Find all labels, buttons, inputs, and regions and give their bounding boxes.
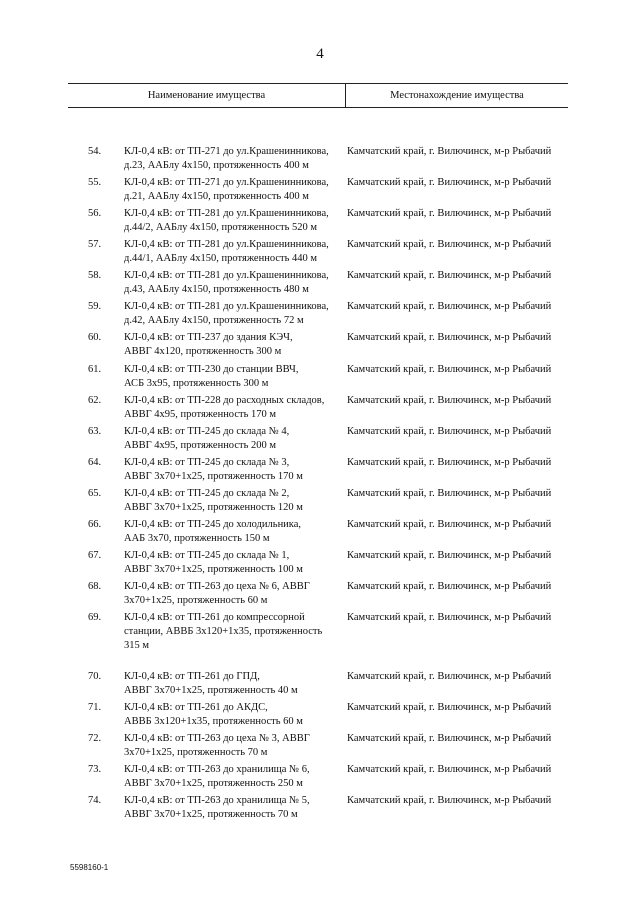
property-name-line: 3х70+1х25, протяженность 70 м [124, 747, 268, 758]
row-number: 54. [88, 146, 102, 157]
property-name-line: АВВГ 3х70+1х25, протяженность 170 м [124, 471, 303, 482]
property-name-line: КЛ-0,4 кВ: от ТП-263 до хранилища № 6, [124, 764, 310, 775]
property-name-line: КЛ-0,4 кВ: от ТП-263 до цеха № 6, АВВГ [124, 581, 310, 592]
property-name [124, 363, 349, 391]
property-name-line: АВВГ 3х70+1х25, протяженность 40 м [124, 685, 298, 696]
property-name-line: д.44/2, ААБлу 4х150, протяженность 520 м [124, 222, 318, 233]
document-code: 5598160-1 [70, 863, 109, 872]
row-number: 67. [88, 550, 102, 561]
property-name-line: 3х70+1х25, протяженность 60 м [124, 595, 268, 606]
property-location: Камчатский край, г. Вилючинск, м-р Рыбачий [347, 364, 552, 375]
row-number: 64. [88, 457, 102, 468]
property-location: Камчатский край, г. Вилючинск, м-р Рыбачий [347, 208, 552, 219]
property-name [124, 487, 349, 515]
property-name-line: КЛ-0,4 кВ: от ТП-261 до компрессорной [124, 612, 305, 623]
property-name-line: станции, АВВБ 3х120+1х35, протяженность [124, 626, 323, 637]
property-location: Камчатский край, г. Вилючинск, м-р Рыбачий [347, 519, 552, 530]
property-location: Камчатский край, г. Вилючинск, м-р Рыбачий [347, 457, 552, 468]
row-number: 70. [88, 671, 102, 682]
property-name-line: 315 м [124, 640, 150, 651]
property-name [124, 518, 349, 546]
property-name-line: КЛ-0,4 кВ: от ТП-245 до холодильника, [124, 519, 302, 530]
property-location: Камчатский край, г. Вилючинск, м-р Рыбачий [347, 612, 552, 623]
property-name-line: КЛ-0,4 кВ: от ТП-261 до ГПД, [124, 671, 260, 682]
property-name [124, 176, 349, 204]
property-name-line: КЛ-0,4 кВ: от ТП-237 до здания КЭЧ, [124, 332, 293, 343]
property-location: Камчатский край, г. Вилючинск, м-р Рыбачий [347, 395, 552, 406]
property-location: Камчатский край, г. Вилючинск, м-р Рыбачий [347, 146, 552, 157]
header-property-name: Наименование имущества [68, 84, 346, 107]
property-name [124, 331, 349, 359]
property-name-line: АВВГ 3х70+1х25, протяженность 100 м [124, 564, 303, 575]
property-location: Камчатский край, г. Вилючинск, м-р Рыбачий [347, 702, 552, 713]
row-number: 74. [88, 795, 102, 806]
property-name-line: АВВГ 4х95, протяженность 170 м [124, 409, 277, 420]
row-number: 60. [88, 332, 102, 343]
row-number: 63. [88, 426, 102, 437]
row-number: 69. [88, 612, 102, 623]
property-location: Камчатский край, г. Вилючинск, м-р Рыбачий [347, 764, 552, 775]
property-name-line: КЛ-0,4 кВ: от ТП-245 до склада № 2, [124, 488, 290, 499]
property-location: Камчатский край, г. Вилючинск, м-р Рыбачий [347, 795, 552, 806]
property-name [124, 269, 349, 297]
row-number: 55. [88, 177, 102, 188]
property-location: Камчатский край, г. Вилючинск, м-р Рыбачий [347, 426, 552, 437]
property-name [124, 794, 349, 822]
property-name-line: АВВБ 3х120+1х35, протяженность 60 м [124, 716, 303, 727]
property-name-line: КЛ-0,4 кВ: от ТП-245 до склада № 1, [124, 550, 290, 561]
property-name-line: КЛ-0,4 кВ: от ТП-230 до станции ВВЧ, [124, 364, 299, 375]
property-location: Камчатский край, г. Вилючинск, м-р Рыбачий [347, 488, 552, 499]
property-location: Камчатский край, г. Вилючинск, м-р Рыбачий [347, 550, 552, 561]
property-name-line: КЛ-0,4 кВ: от ТП-245 до склада № 3, [124, 457, 290, 468]
property-location: Камчатский край, г. Вилючинск, м-р Рыбачий [347, 301, 552, 312]
property-name-line: КЛ-0,4 кВ: от ТП-271 до ул.Крашенинникова, [124, 177, 329, 188]
property-name [124, 207, 349, 235]
property-location: Камчатский край, г. Вилючинск, м-р Рыбачий [347, 671, 552, 682]
row-number: 72. [88, 733, 102, 744]
row-number: 61. [88, 364, 102, 375]
property-name-line: КЛ-0,4 кВ: от ТП-228 до расходных складов, [124, 395, 325, 406]
property-name-line: АВВГ 4х120, протяженность 300 м [124, 346, 282, 357]
row-number: 56. [88, 208, 102, 219]
row-number: 68. [88, 581, 102, 592]
property-name [124, 670, 349, 698]
property-name-line: д.44/1, ААБлу 4х150, протяженность 440 м [124, 253, 318, 264]
property-name-line: КЛ-0,4 кВ: от ТП-263 до цеха № 3, АВВГ [124, 733, 310, 744]
property-location: Камчатский край, г. Вилючинск, м-р Рыбачий [347, 239, 552, 250]
property-name [124, 580, 349, 608]
property-name [124, 238, 349, 266]
property-name-line: ААБ 3х70, протяженность 150 м [124, 533, 270, 544]
header-property-location: Местонахождение имущества [390, 90, 524, 101]
property-name-line: д.23, ААБлу 4х150, протяженность 400 м [124, 160, 309, 171]
row-number: 66. [88, 519, 102, 530]
table-header [68, 83, 568, 108]
property-name-line: д.21, ААБлу 4х150, протяженность 400 м [124, 191, 309, 202]
property-location: Камчатский край, г. Вилючинск, м-р Рыбачий [347, 177, 552, 188]
row-number: 71. [88, 702, 102, 713]
row-number: 59. [88, 301, 102, 312]
property-name-line: АСБ 3х95, протяженность 300 м [124, 378, 269, 389]
property-location: Камчатский край, г. Вилючинск, м-р Рыбачий [347, 733, 552, 744]
property-name-line: КЛ-0,4 кВ: от ТП-263 до хранилища № 5, [124, 795, 310, 806]
row-number: 57. [88, 239, 102, 250]
property-name-line: АВВГ 3х70+1х25, протяженность 250 м [124, 778, 303, 789]
row-number: 62. [88, 395, 102, 406]
row-number: 65. [88, 488, 102, 499]
property-name-line: АВВГ 4х95, протяженность 200 м [124, 440, 277, 451]
property-name [124, 549, 349, 577]
property-location: Камчатский край, г. Вилючинск, м-р Рыбачий [347, 270, 552, 281]
property-name-line: д.43, ААБлу 4х150, протяженность 480 м [124, 284, 309, 295]
property-name [124, 763, 349, 791]
property-name-line: КЛ-0,4 кВ: от ТП-281 до ул.Крашенинникова, [124, 208, 329, 219]
property-name-line: КЛ-0,4 кВ: от ТП-245 до склада № 4, [124, 426, 290, 437]
property-location: Камчатский край, г. Вилючинск, м-р Рыбачий [347, 332, 552, 343]
row-number: 58. [88, 270, 102, 281]
property-name [124, 145, 349, 173]
page-number: 4 [316, 46, 324, 62]
property-name [124, 701, 349, 729]
property-name-line: КЛ-0,4 кВ: от ТП-271 до ул.Крашенинникова, [124, 146, 329, 157]
property-name [124, 394, 349, 422]
property-name-line: КЛ-0,4 кВ: от ТП-261 до АКДС, [124, 702, 268, 713]
property-name [124, 732, 349, 760]
property-name [124, 611, 349, 653]
property-location: Камчатский край, г. Вилючинск, м-р Рыбачий [347, 581, 552, 592]
row-number: 73. [88, 764, 102, 775]
property-name [124, 456, 349, 484]
property-name-line: АВВГ 3х70+1х25, протяженность 120 м [124, 502, 303, 513]
property-name-line: КЛ-0,4 кВ: от ТП-281 до ул.Крашенинникова, [124, 301, 329, 312]
property-name [124, 425, 349, 453]
property-name-line: АВВГ 3х70+1х25, протяженность 70 м [124, 809, 298, 820]
property-name [124, 300, 349, 328]
property-name-line: д.42, ААБлу 4х150, протяженность 72 м [124, 315, 304, 326]
property-name-line: КЛ-0,4 кВ: от ТП-281 до ул.Крашенинникова, [124, 239, 329, 250]
property-name-line: КЛ-0,4 кВ: от ТП-281 до ул.Крашенинникова, [124, 270, 329, 281]
property-table [68, 83, 568, 820]
